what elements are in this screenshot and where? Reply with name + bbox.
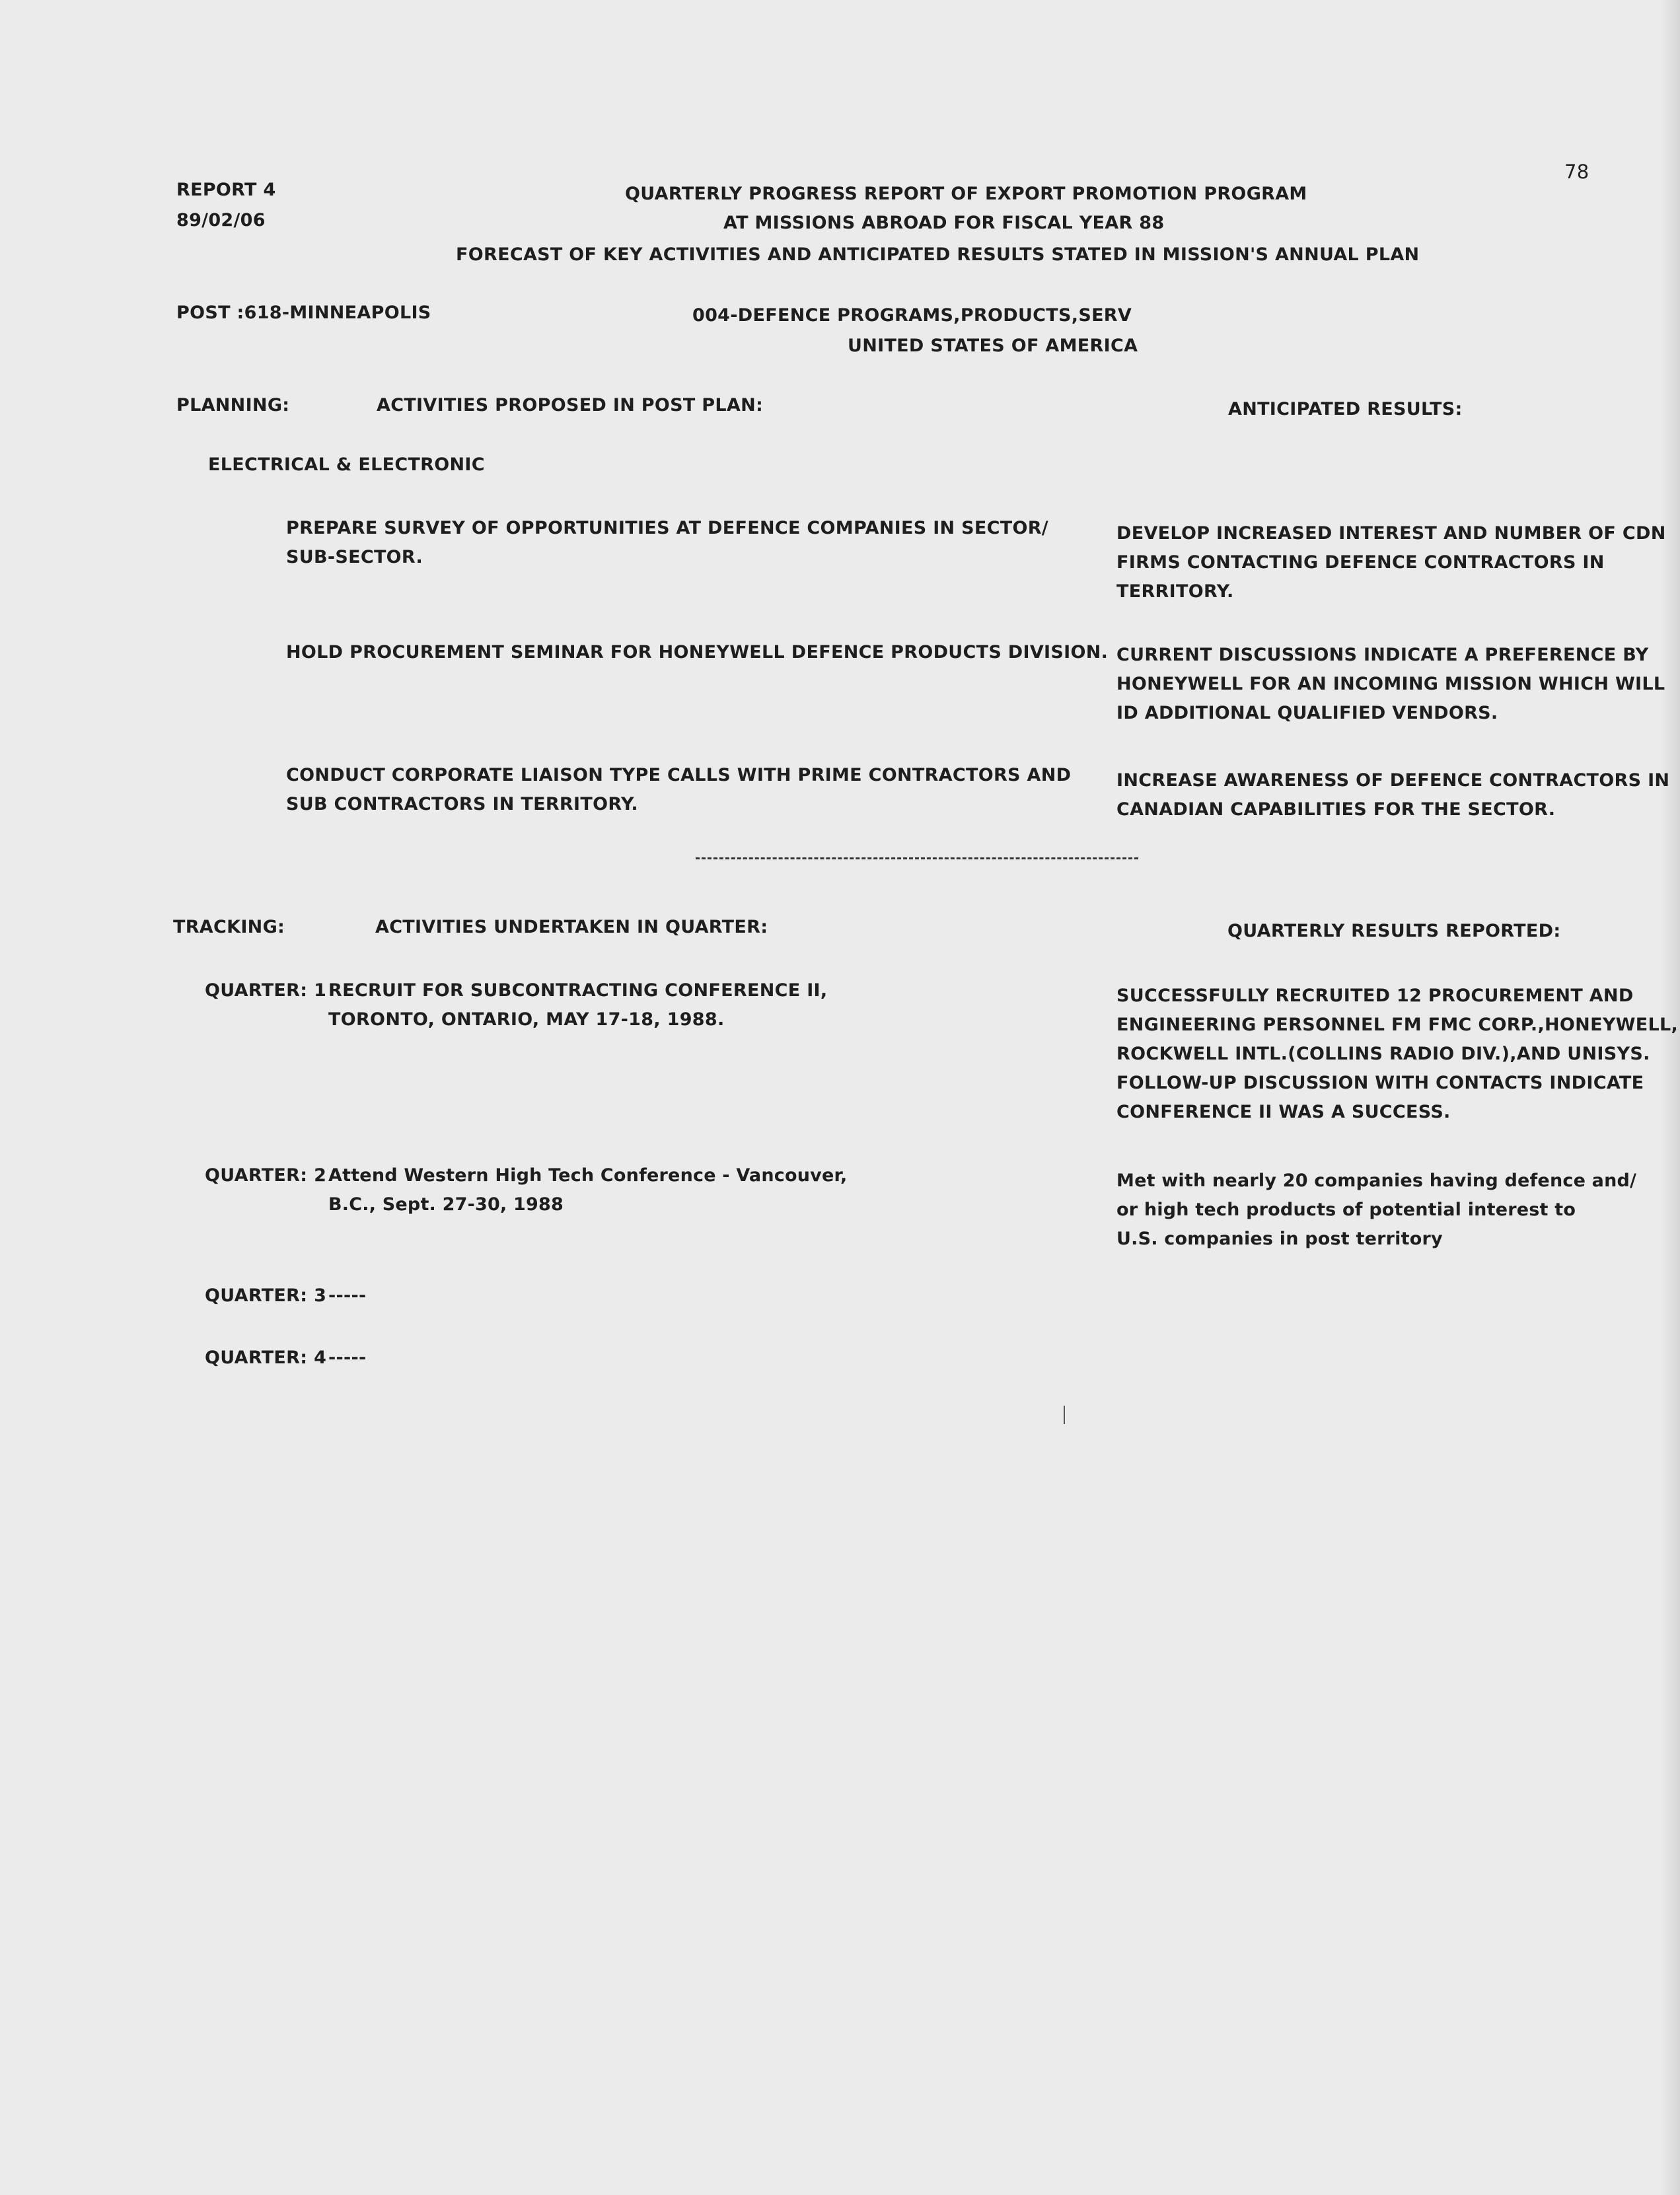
section-separator bbox=[696, 857, 1138, 859]
tracking-label: TRACKING: bbox=[173, 917, 285, 937]
country-label: UNITED STATES OF AMERICA bbox=[848, 336, 1138, 356]
quarter-3-activity: ----- bbox=[328, 1285, 367, 1306]
page-number: 78 bbox=[1564, 161, 1589, 183]
sector-label: ELECTRICAL & ELECTRONIC bbox=[208, 454, 485, 475]
planning-activities-header: ACTIVITIES PROPOSED IN POST PLAN: bbox=[377, 395, 764, 415]
tracking-results-header: QUARTERLY RESULTS REPORTED: bbox=[1227, 921, 1561, 941]
planning-result-1: DEVELOP INCREASED INTEREST AND NUMBER OF CDN FIRMS CONTACTING DEFENCE CONTRACTORS IN TERRITORY. bbox=[1116, 523, 1666, 602]
quarter-4-activity: ----- bbox=[328, 1348, 367, 1368]
quarter-3-label: QUARTER: 3 bbox=[205, 1285, 327, 1306]
quarter-4-label: QUARTER: 4 bbox=[205, 1348, 327, 1368]
quarter-2-result: Met with nearly 20 companies having defence and/ or high tech products of potential interest to U.S. companies in post territory bbox=[1116, 1170, 1637, 1249]
stray-pen-mark bbox=[1064, 1406, 1065, 1424]
planning-activity-2: HOLD PROCUREMENT SEMINAR FOR HONEYWELL DEFENCE PRODUCTS DIVISION. bbox=[286, 642, 1109, 663]
report-title-line-2: AT MISSIONS ABROAD FOR FISCAL YEAR 88 bbox=[723, 213, 1165, 233]
planning-result-3: INCREASE AWARENESS OF DEFENCE CONTRACTORS IN CANADIAN CAPABILITIES FOR THE SECTOR. bbox=[1116, 770, 1670, 820]
report-title-line-1: QUARTERLY PROGRESS REPORT OF EXPORT PROMOTION PROGRAM bbox=[625, 184, 1307, 204]
planning-result-2: CURRENT DISCUSSIONS INDICATE A PREFERENCE BY HONEYWELL FOR AN INCOMING MISSION WHICH WILL ID ADDITIONAL QUALIFIED VENDORS. bbox=[1116, 645, 1665, 723]
quarter-2-label: QUARTER: 2 bbox=[205, 1165, 327, 1186]
planning-label: PLANNING: bbox=[176, 395, 290, 415]
report-label: REPORT 4 bbox=[176, 180, 276, 200]
quarter-2-activity: Attend Western High Tech Conference - Vancouver, B.C., Sept. 27-30, 1988 bbox=[328, 1165, 848, 1215]
planning-activity-3: CONDUCT CORPORATE LIAISON TYPE CALLS WITH PRIME CONTRACTORS AND SUB CONTRACTORS IN TERRITORY. bbox=[286, 765, 1072, 814]
report-title-line-3: FORECAST OF KEY ACTIVITIES AND ANTICIPATED RESULTS STATED IN MISSION'S ANNUAL PLAN bbox=[456, 244, 1420, 265]
quarter-1-label: QUARTER: 1 bbox=[205, 980, 327, 1001]
planning-activity-1: PREPARE SURVEY OF OPPORTUNITIES AT DEFENCE COMPANIES IN SECTOR/ SUB-SECTOR. bbox=[286, 518, 1048, 567]
quarter-1-result: SUCCESSFULLY RECRUITED 12 PROCUREMENT AND ENGINEERING PERSONNEL FM FMC CORP.,HONEYWELL, ROCKWELL INTL.(COLLINS RADIO DIV.),AND UNISYS. FOLLOW-UP DISCUSSION WITH CONTACTS INDICATE CONFERENCE II WAS A SUCCESS. bbox=[1116, 986, 1679, 1122]
program-label: 004-DEFENCE PROGRAMS,PRODUCTS,SERV bbox=[692, 305, 1132, 326]
quarter-1-activity: RECRUIT FOR SUBCONTRACTING CONFERENCE II, TORONTO, ONTARIO, MAY 17-18, 1988. bbox=[328, 980, 828, 1030]
tracking-activities-header: ACTIVITIES UNDERTAKEN IN QUARTER: bbox=[375, 917, 768, 937]
post-label: POST :618-MINNEAPOLIS bbox=[176, 303, 431, 323]
report-date: 89/02/06 bbox=[176, 210, 266, 231]
planning-results-header: ANTICIPATED RESULTS: bbox=[1228, 399, 1463, 419]
